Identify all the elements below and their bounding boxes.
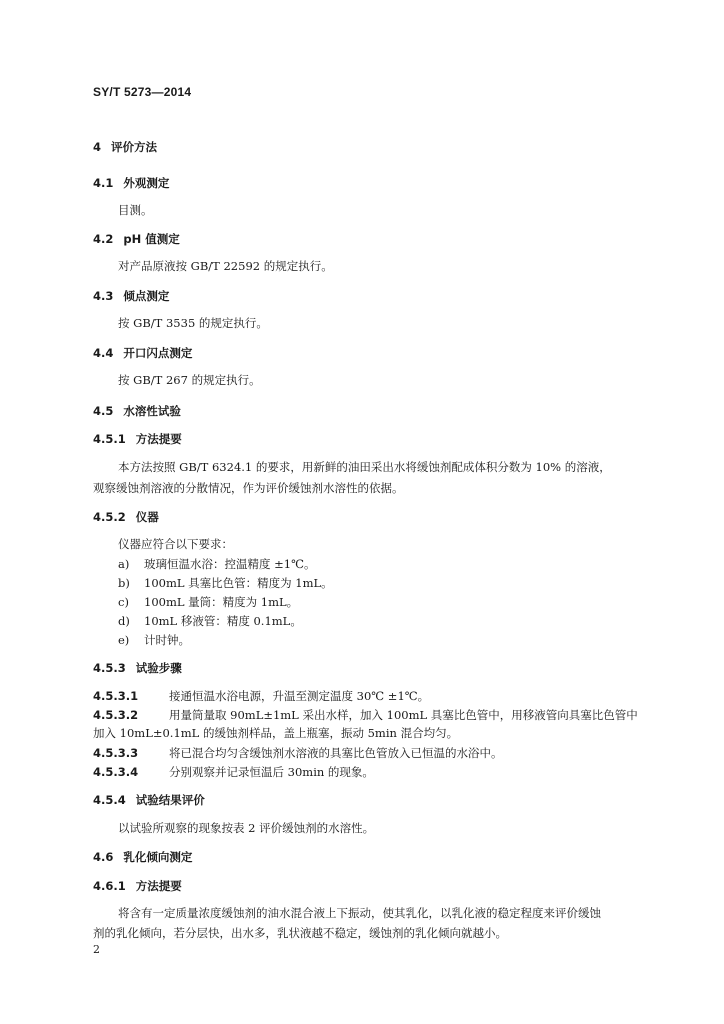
heading-number: 4.5.3 bbox=[93, 661, 126, 675]
heading-4-5 bbox=[93, 403, 181, 419]
step-text: 分别观察并记录恒温后 30min 的现象。 bbox=[169, 765, 374, 779]
heading-4-6-1 bbox=[93, 878, 182, 894]
step-text: 接通恒温水浴电源，升温至测定温度 30℃ ±1℃。 bbox=[169, 689, 430, 703]
heading-title: 试验结果评价 bbox=[135, 793, 205, 807]
heading-title: 仪器 bbox=[135, 510, 159, 524]
list-item bbox=[118, 613, 302, 629]
list-item bbox=[118, 594, 298, 610]
heading-4-5-3 bbox=[93, 660, 182, 676]
heading-number: 4.5.1 bbox=[93, 432, 126, 446]
heading-title: pH 值测定 bbox=[123, 232, 180, 246]
heading-title: 评价方法 bbox=[111, 140, 158, 154]
paragraph-4-3: 按 GB/T 3535 的规定执行。 bbox=[118, 316, 268, 330]
heading-number: 4.2 bbox=[93, 232, 114, 246]
heading-number: 4.6.1 bbox=[93, 879, 126, 893]
page-number: 2 bbox=[93, 943, 100, 956]
step-number: 4.5.3.4 bbox=[93, 765, 139, 779]
heading-4-6 bbox=[93, 849, 192, 865]
heading-number: 4.5.2 bbox=[93, 510, 126, 524]
heading-title: 方法提要 bbox=[135, 432, 182, 446]
heading-title: 外观测定 bbox=[123, 176, 170, 190]
step-continuation: 加入 10mL±0.1mL 的缓蚀剂样品，盖上瓶塞，振动 5min 混合均匀。 bbox=[93, 726, 459, 740]
heading-4-5-4 bbox=[93, 792, 205, 808]
paragraph-4-6-1-line2: 剂的乳化倾向，若分层快，出水多，乳状液越不稳定，缓蚀剂的乳化倾向就越小。 bbox=[93, 926, 507, 940]
heading-title: 倾点测定 bbox=[123, 289, 170, 303]
standard-header: SY/T 5273—2014 bbox=[93, 85, 192, 99]
heading-title: 试验步骤 bbox=[135, 661, 182, 675]
heading-title: 开口闪点测定 bbox=[123, 346, 193, 360]
paragraph-4-5-1-line2: 观察缓蚀剂溶液的分散情况，作为评价缓蚀剂水溶性的依据。 bbox=[93, 481, 404, 495]
list-label: e) bbox=[118, 633, 130, 647]
list-text: 100mL 具塞比色管：精度为 1mL。 bbox=[144, 576, 333, 590]
heading-title: 方法提要 bbox=[135, 879, 182, 893]
step-number: 4.5.3.3 bbox=[93, 746, 139, 760]
list-label: a) bbox=[118, 557, 130, 571]
paragraph-4-4: 按 GB/T 267 的规定执行。 bbox=[118, 373, 261, 387]
heading-number: 4.5 bbox=[93, 404, 114, 418]
step-item bbox=[93, 764, 374, 780]
heading-number: 4.4 bbox=[93, 346, 114, 360]
heading-4-1 bbox=[93, 175, 169, 191]
heading-title: 水溶性试验 bbox=[123, 404, 181, 418]
paragraph-4-5-2-intro: 仪器应符合以下要求： bbox=[118, 537, 233, 551]
step-text: 将已混合均匀含缓蚀剂水溶液的具塞比色管放入已恒温的水浴中。 bbox=[169, 746, 503, 760]
heading-title: 乳化倾向测定 bbox=[123, 850, 193, 864]
step-number: 4.5.3.2 bbox=[93, 708, 139, 722]
step-number: 4.5.3.1 bbox=[93, 689, 139, 703]
heading-4-2 bbox=[93, 231, 180, 247]
heading-4-3 bbox=[93, 288, 169, 304]
heading-4-4 bbox=[93, 345, 192, 361]
step-item bbox=[93, 707, 638, 723]
step-item bbox=[93, 745, 503, 761]
list-item bbox=[118, 575, 333, 591]
list-label: c) bbox=[118, 595, 129, 609]
heading-number: 4 bbox=[93, 140, 102, 154]
paragraph-4-5-4: 以试验所观察的现象按表 2 评价缓蚀剂的水溶性。 bbox=[118, 821, 375, 835]
paragraph-4-1: 目测。 bbox=[118, 203, 153, 217]
list-label: d) bbox=[118, 614, 130, 628]
heading-4-5-2 bbox=[93, 509, 159, 525]
paragraph-4-6-1-line1: 将含有一定质量浓度缓蚀剂的油水混合液上下振动，使其乳化，以乳化液的稳定程度来评价缓蚀 bbox=[118, 906, 601, 920]
heading-4 bbox=[93, 139, 157, 155]
step-text: 用量筒量取 90mL±1mL 采出水样，加入 100mL 具塞比色管中，用移液管向具塞比色管中 bbox=[169, 708, 638, 722]
heading-number: 4.1 bbox=[93, 176, 114, 190]
list-item bbox=[118, 632, 190, 648]
list-text: 100mL 量筒：精度为 1mL。 bbox=[144, 595, 299, 609]
list-text: 计时钟。 bbox=[144, 633, 190, 647]
paragraph-4-5-1-line1: 本方法按照 GB/T 6324.1 的要求，用新鲜的油田采出水将缓蚀剂配成体积分数为 10% 的溶液， bbox=[118, 460, 611, 474]
list-text: 玻璃恒温水浴：控温精度 ±1℃。 bbox=[144, 557, 316, 571]
list-item bbox=[118, 556, 315, 572]
list-text: 10mL 移液管：精度 0.1mL。 bbox=[144, 614, 302, 628]
list-label: b) bbox=[118, 576, 130, 590]
heading-number: 4.5.4 bbox=[93, 793, 126, 807]
heading-number: 4.6 bbox=[93, 850, 114, 864]
heading-number: 4.3 bbox=[93, 289, 114, 303]
step-item bbox=[93, 688, 429, 704]
paragraph-4-2: 对产品原液按 GB/T 22592 的规定执行。 bbox=[118, 259, 333, 273]
heading-4-5-1 bbox=[93, 431, 182, 447]
